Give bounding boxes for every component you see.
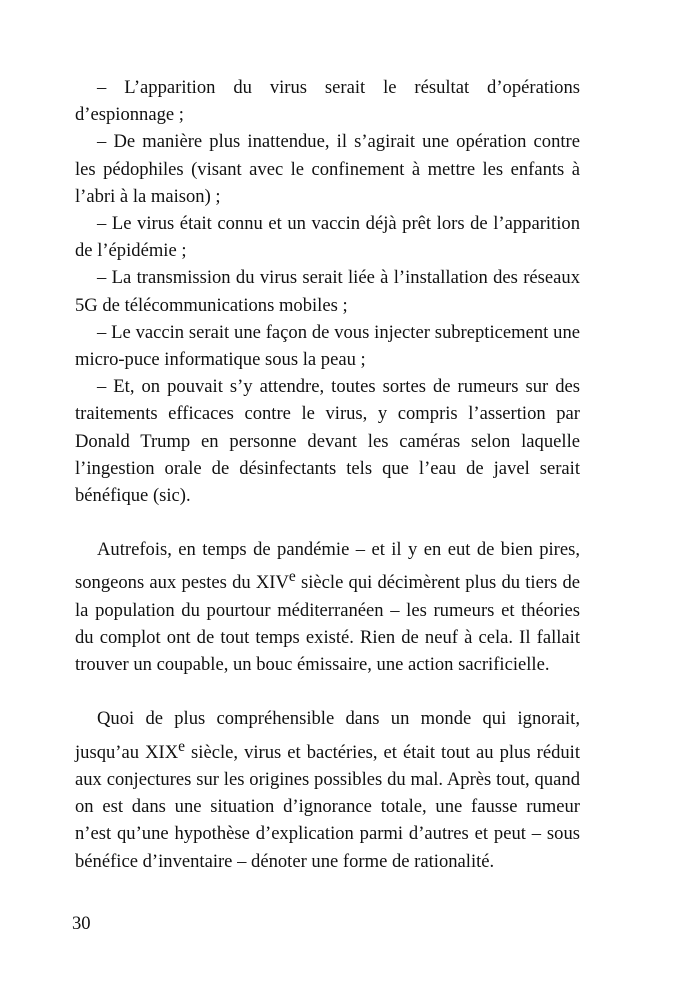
bullet-item-pedophiles: – De manière plus inattendue, il s’agirait une opération contre les pédophiles (visant avec le confinement à mettre les enfants à l’abri à la maison) ; <box>75 131 580 207</box>
paragraph-text: siècle qui décimèrent plus du tiers de la population du pourtour méditerranéen – les rumeurs et théories du complot ont de tout temps existé. Rien de neuf à cela. Il fallait trouver un coupable, un bouc émissaire, une action sacrificielle. <box>75 572 580 676</box>
paragraph-text: Autrefois, en temps de pandémie – et il y en eut de bien pires, songeons aux pestes du XIV <box>75 539 580 594</box>
bullet-item-5g: – La transmission du virus serait liée à l’installation des réseaux 5G de télécommunications mobiles ; <box>75 267 580 316</box>
century-superscript: e <box>178 737 186 755</box>
bullet-item-vaccine-ready: – Le virus était connu et un vaccin déjà prêt lors de l’apparition de l’épidémie ; <box>75 213 580 262</box>
paragraph-text: siècle, virus et bactéries, et était tout au plus réduit aux conjectures sur les origines possibles du mal. Après tout, quand on est dans une situation d’ignorance totale, une fausse rumeur n’est qu’une hypothèse d’explication parmi d’autres et peut – sous bénéfice d’inventaire – dénoter une forme de rationalité. <box>75 741 580 872</box>
bullet-item-microchip: – Le vaccin serait une façon de vous injecter subrepticement une micro-puce informatique sous la peau ; <box>75 321 580 371</box>
paragraph-pandemic-rumors <box>75 536 580 678</box>
bullet-item-espionage: – L’apparition du virus serait le résultat d’opérations d’espionnage ; <box>75 77 580 126</box>
bullet-item-treatments: – Et, on pouvait s’y attendre, toutes sortes de rumeurs sur des traitements efficaces contre le virus, y compris l’assertion par Donald Trump en personne devant les caméras selon laquelle l’ingestion orale de désinfectants tels que l’eau de javel serait bénéfique (sic). <box>75 376 580 507</box>
paragraph-text: Quoi de plus compréhensible dans un monde qui ignorait, jusqu’au XIX <box>75 708 580 763</box>
page-text <box>75 74 580 875</box>
page-number: 30 <box>72 913 91 934</box>
century-superscript: e <box>288 568 296 586</box>
paragraph-understandable-ignorance <box>75 705 580 874</box>
